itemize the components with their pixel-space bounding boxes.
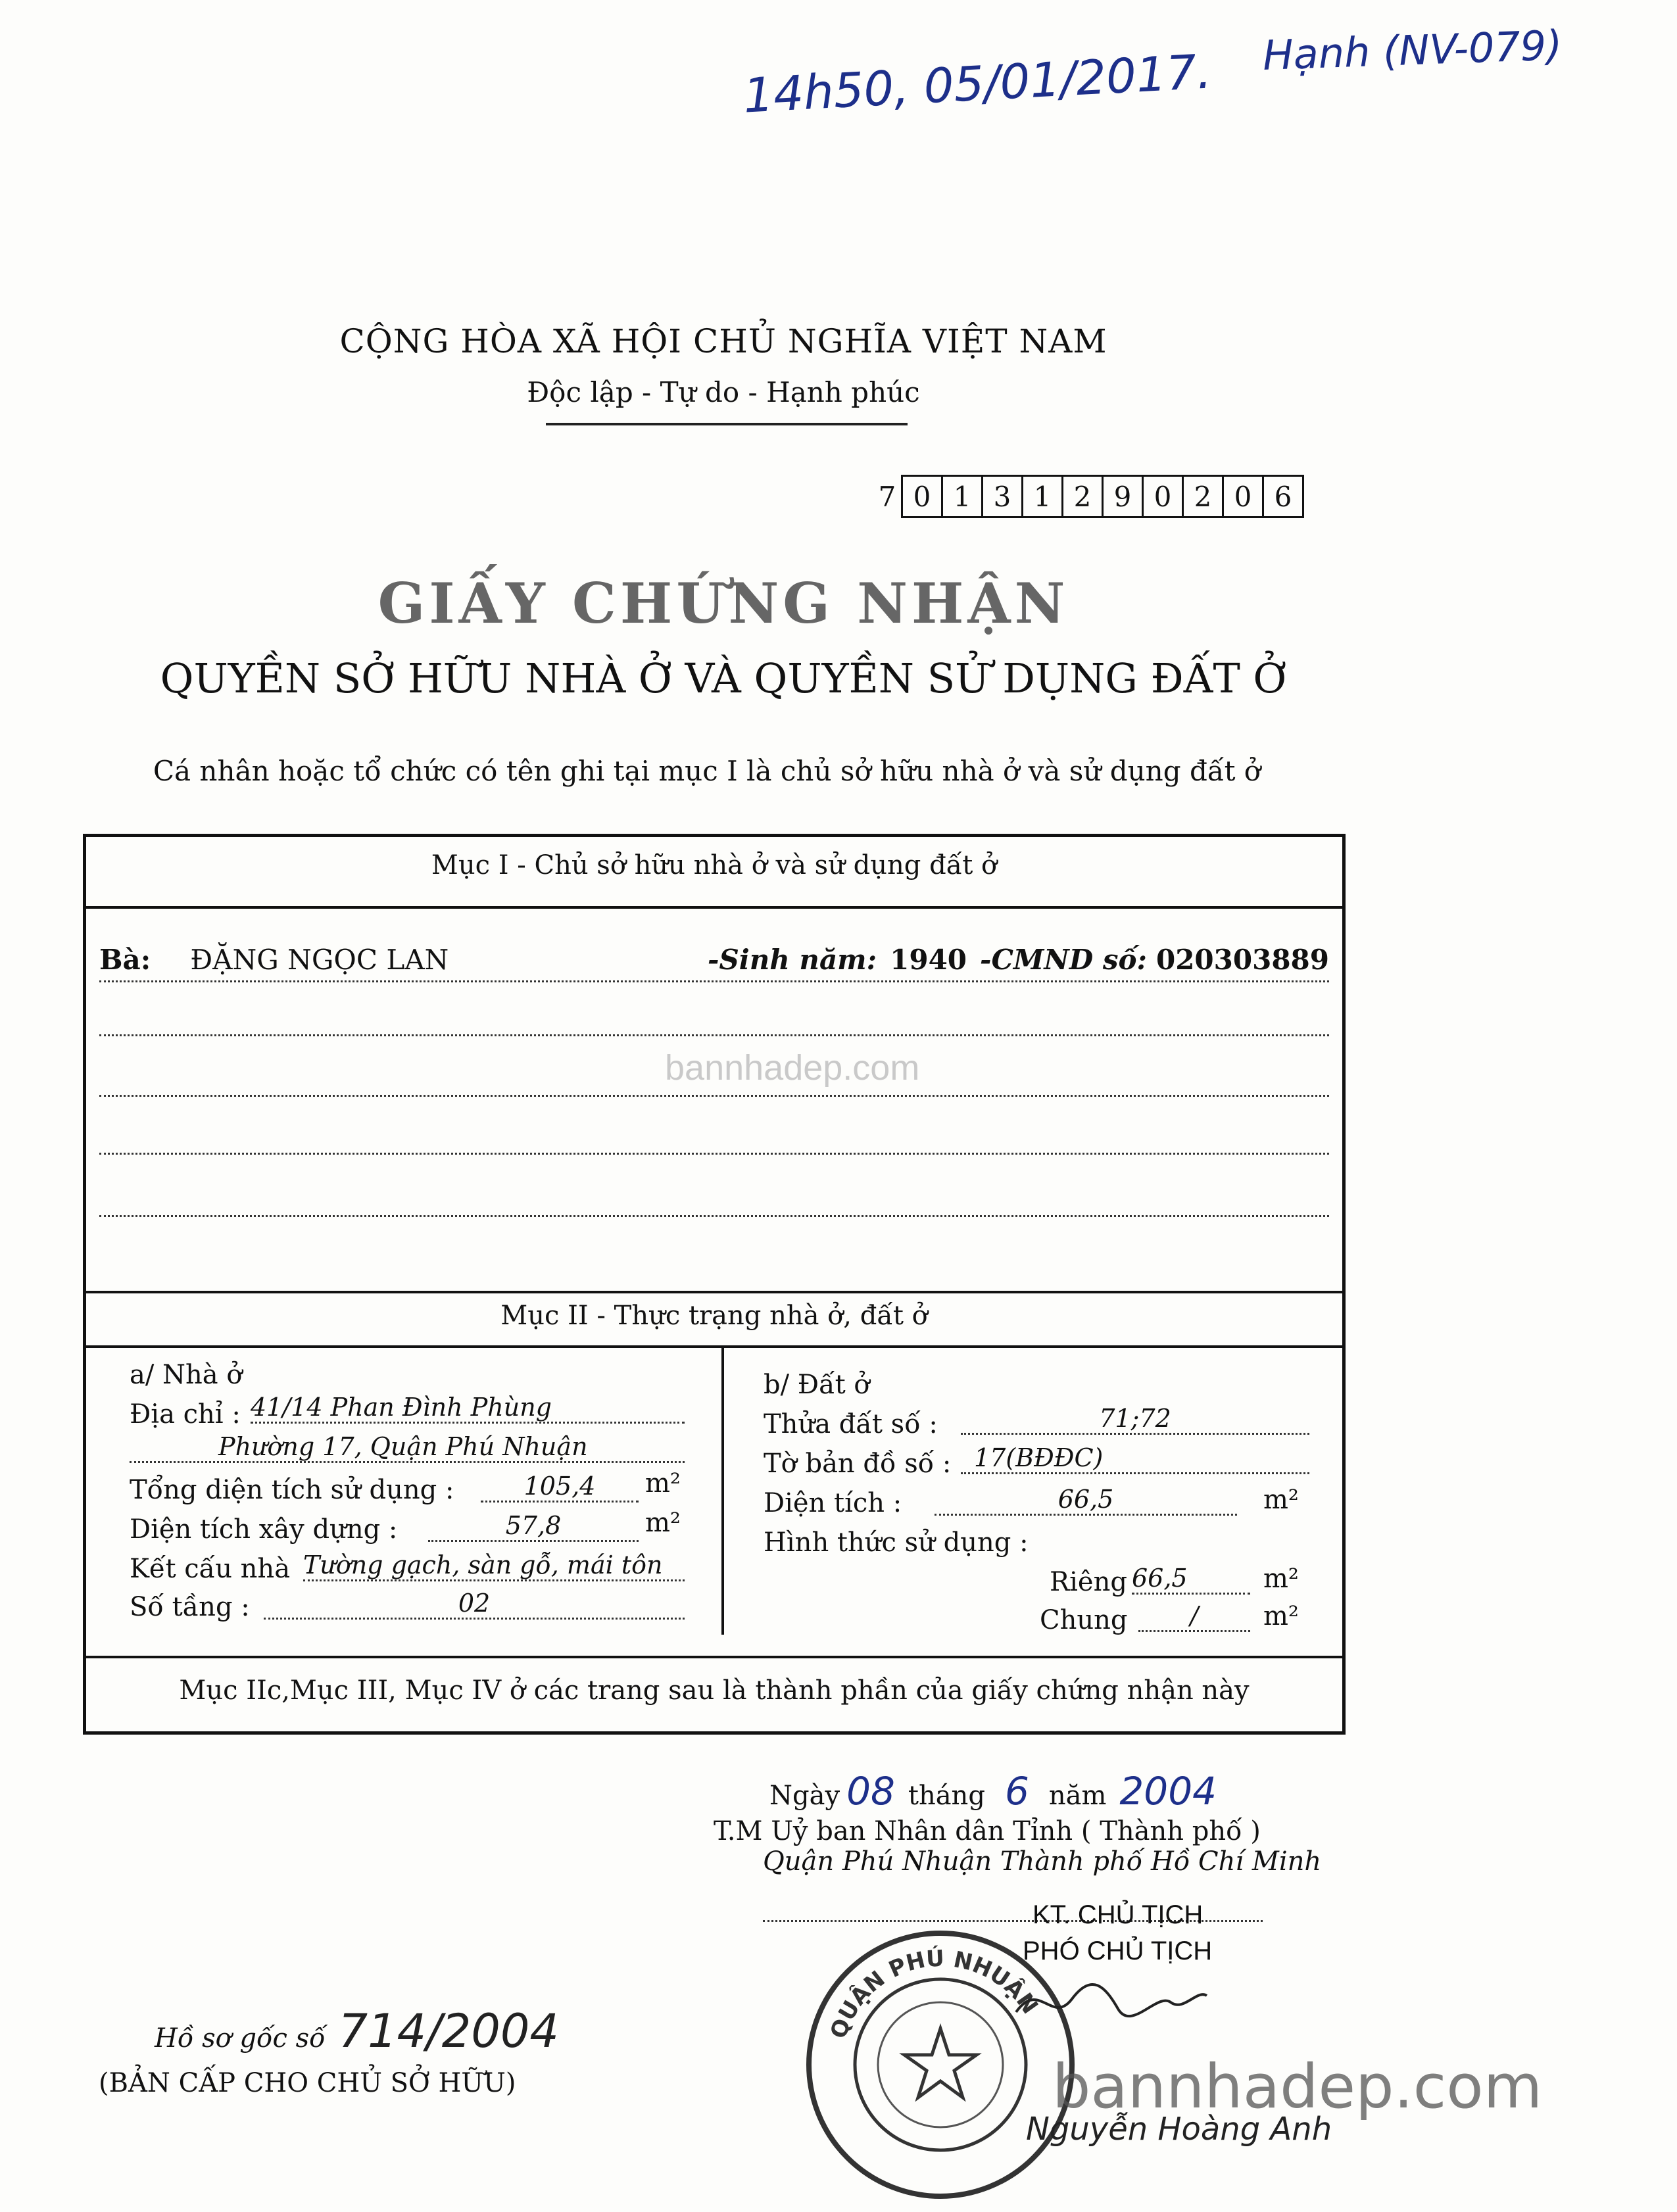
file-line (155, 2004, 559, 2058)
date-day-label: Ngày (769, 1781, 840, 1811)
section2-divider (86, 1345, 1342, 1348)
dotted-line (99, 980, 1329, 982)
certificate-box (83, 834, 1346, 1735)
serial-digit: 2 (1061, 477, 1102, 516)
usage-label: Hình thức sử dụng : (764, 1527, 1029, 1558)
total-area-unit: m² (645, 1468, 681, 1499)
serial-prefix: 7 (878, 480, 896, 513)
country-heading: CỘNG HÒA XÃ HỘI CHỦ NGHĨA VIỆT NAM (339, 322, 1107, 360)
floors-label: Số tầng : (130, 1592, 250, 1622)
date-month-label: tháng (908, 1781, 985, 1811)
structure-value: Tường gạch, sàn gỗ, mái tôn (303, 1551, 685, 1581)
serial-digit: 0 (1142, 477, 1182, 516)
dotted-line (99, 1095, 1329, 1097)
dotted-line (99, 1034, 1329, 1036)
section1-title: Mục I - Chủ sở hữu nhà ở và sử dụng đất ở (431, 850, 998, 880)
section2-top-divider (86, 1291, 1342, 1293)
land-area-label: Diện tích : (764, 1488, 902, 1518)
id-label: -CMND số: (980, 944, 1147, 976)
id-number: 020303889 (1155, 944, 1329, 976)
owner-prefix: Bà: (99, 944, 151, 976)
handwritten-clerk: Hạnh (NV-079) (1261, 21, 1563, 80)
address-line1: 41/14 Phan Đình Phùng (251, 1393, 685, 1424)
built-area-unit: m² (645, 1508, 681, 1538)
date-day: 08 (846, 1769, 895, 1814)
document-title: GIẤY CHỨNG NHẬN (377, 571, 1069, 636)
authority: T.M Uỷ ban Nhân dân Tỉnh ( Thành phố ) (714, 1816, 1261, 1846)
dotted-line (99, 1153, 1329, 1155)
dotted-line (99, 1215, 1329, 1217)
plot-label: Thửa đất số : (764, 1409, 938, 1439)
floors-value: 02 (264, 1589, 685, 1620)
serial-digit: 9 (1102, 477, 1142, 516)
structure-label: Kết cấu nhà (130, 1554, 291, 1584)
land-area-value: 66,5 (935, 1485, 1237, 1516)
total-area-label: Tổng diện tích sử dụng : (130, 1475, 454, 1505)
footer-note: Mục IIc,Mục III, Mục IV ở các trang sau là thành phần của giấy chứng nhận này (179, 1675, 1250, 1706)
motto: Độc lập - Tự do - Hạnh phúc (527, 376, 920, 408)
serial-cells (901, 475, 1304, 518)
built-area-value: 57,8 (428, 1511, 639, 1542)
address-label: Địa chỉ : (130, 1399, 241, 1430)
file-label: Hồ sơ gốc số (155, 2023, 326, 2054)
serial-digit: 2 (1182, 477, 1222, 516)
motto-underline (546, 423, 908, 425)
date-month: 6 (1004, 1769, 1029, 1814)
built-area-label: Diện tích xây dựng : (130, 1514, 398, 1545)
file-number: 714/2004 (338, 2004, 559, 2058)
shared-unit: m² (1263, 1601, 1299, 1631)
stamp-graphic (796, 1920, 1085, 2209)
house-heading: a/ Nhà ở (130, 1360, 243, 1390)
signature-scribble (1013, 1973, 1210, 2032)
map-value: 17(BĐĐC) (961, 1443, 1309, 1474)
section2-title: Mục II - Thực trạng nhà ở, đất ở (500, 1301, 928, 1331)
date-year-label: năm (1048, 1781, 1107, 1811)
private-value: 66,5 (1132, 1564, 1250, 1595)
private-unit: m² (1263, 1564, 1299, 1594)
serial-digit: 0 (1222, 477, 1262, 516)
serial-digit: 1 (1021, 477, 1061, 516)
intro-text: Cá nhân hoặc tổ chức có tên ghi tại mục I là chủ sở hữu nhà ở và sử dụng đất ở (153, 755, 1261, 787)
role-kt-chairman: KT. CHỦ TỊCH (1033, 1900, 1203, 1929)
owner-name: ĐẶNG NGỌC LAN (190, 944, 449, 976)
serial-number (873, 473, 1304, 519)
land-area-unit: m² (1263, 1485, 1299, 1515)
map-label: Tờ bản đồ số : (764, 1449, 952, 1479)
serial-digit: 6 (1262, 477, 1302, 516)
issue-date (769, 1769, 1217, 1814)
authority-place: Quận Phú Nhuận Thành phố Hồ Chí Minh (763, 1846, 1322, 1877)
stamp-text: QUẬN PHÚ NHUẬN (825, 1945, 1044, 2042)
role-vice-chairman: PHÓ CHỦ TỊCH (1023, 1936, 1213, 1965)
watermark-small: bannhadep.com (665, 1048, 920, 1088)
birth-year: 1940 (890, 944, 967, 976)
signer-name: Nguyễn Hoàng Anh (1026, 2111, 1332, 2148)
handwritten-time-date: 14h50, 05/01/2017. (742, 43, 1213, 124)
serial-digit: 0 (913, 480, 931, 513)
private-label: Riêng (1050, 1567, 1127, 1597)
date-year: 2004 (1119, 1769, 1217, 1814)
section2-column-divider (721, 1345, 724, 1635)
official-stamp (796, 1920, 1085, 2209)
total-area-value: 105,4 (481, 1472, 639, 1503)
footer-divider (86, 1656, 1342, 1658)
document-subtitle: QUYỀN SỞ HỮU NHÀ Ở VÀ QUYỀN SỬ DỤNG ĐẤT Ở (160, 654, 1287, 702)
section1-divider (86, 906, 1342, 909)
owner-line (99, 944, 1329, 976)
plot-value: 71;72 (961, 1404, 1309, 1435)
serial-digit: 3 (981, 477, 1021, 516)
shared-value: / (1138, 1601, 1250, 1632)
copy-note: (BẢN CẤP CHO CHỦ SỞ HỮU) (99, 2068, 516, 2098)
serial-digit: 1 (941, 477, 981, 516)
watermark-large: bannhadep.com (1052, 2052, 1543, 2122)
shared-label: Chung (1040, 1605, 1128, 1635)
land-heading: b/ Đất ở (764, 1370, 870, 1400)
birth-label: -Sinh năm: (708, 944, 877, 976)
address-line2: Phường 17, Quận Phú Nhuận (130, 1432, 685, 1463)
